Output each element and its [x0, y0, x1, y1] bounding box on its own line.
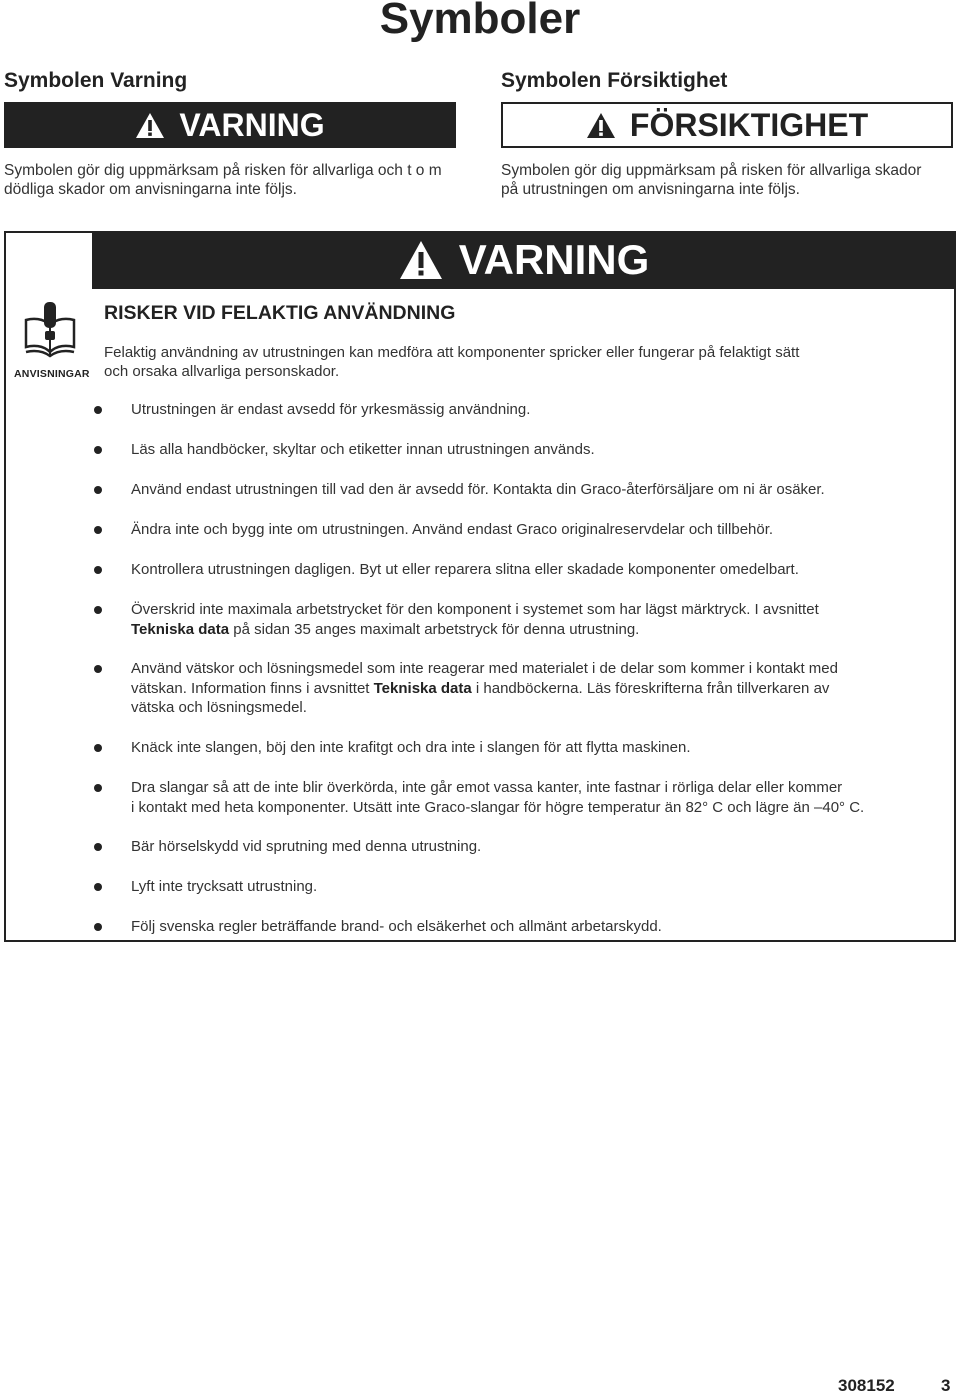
varning-banner [4, 102, 456, 148]
forsiktighet-symbol-text [501, 161, 956, 199]
list-item [94, 440, 944, 460]
warning-triangle-icon [586, 112, 616, 139]
warning-triangle-icon [399, 240, 443, 280]
forsiktighet-banner [501, 102, 953, 148]
forsiktighet-banner-label: FÖRSIKTIGHET [629, 106, 869, 143]
list-item-text: i kontakt med heta komponenter. Utsätt inte Graco-slangar för högre temperatur än 82° C och lägre än –40° C. [131, 798, 865, 816]
bullet-dot [94, 406, 102, 414]
list-item-text: Lyft inte trycksatt utrustning. [131, 878, 318, 895]
risk-title: RISKER VID FELAKTIG ANVÄNDNING [104, 302, 456, 324]
list-item-text [131, 620, 944, 640]
list-item [94, 600, 944, 639]
list-item-text: Ändra inte och bygg inte om utrustningen. Använd endast Graco originalreservdelar och tillbehör. [131, 521, 774, 538]
bullet-dot [94, 784, 102, 792]
bullet-dot [94, 923, 102, 931]
bullet-dot [94, 665, 102, 673]
bullet-dot [94, 744, 102, 752]
page-title: Symboler [379, 0, 581, 43]
bullet-dot [94, 446, 102, 454]
list-item-text: Kontrollera utrustningen dagligen. Byt ut eller reparera slitna eller skadade komponenter omedelbart. [131, 561, 799, 578]
list-item [94, 877, 944, 897]
intro-text [104, 343, 904, 381]
list-item [94, 738, 944, 758]
list-item-text: Dra slangar så att de inte blir överkörda, inte går emot vassa kanter, inte fastnar i rörliga delar eller kommer [131, 779, 843, 796]
warning-box [4, 231, 956, 942]
page-number: 3 [941, 1376, 951, 1395]
list-item [94, 917, 944, 937]
varning-symbol-heading: Symbolen Varning [4, 69, 188, 92]
list-item [94, 659, 944, 718]
read-manual-icon [23, 300, 77, 360]
list-item-text: Knäck inte slangen, böj den inte krafitgt och dra inte i slangen för att flytta maskinen. [131, 739, 691, 756]
manual-icon-label: ANVISNINGAR [14, 368, 90, 380]
list-item-text: vätska och lösningsmedel. [131, 699, 307, 716]
list-item-text: Följ svenska regler beträffande brand- och elsäkerhet och allmänt arbetarskydd. [131, 918, 662, 935]
list-item-text-part: på sidan 35 anges maximalt arbetstryck för denna utrustning. [229, 620, 640, 638]
bullet-dot [94, 883, 102, 891]
list-item [94, 560, 944, 580]
list-item [94, 400, 944, 420]
list-item [94, 837, 944, 857]
forsiktighet-symbol-heading: Symbolen Försiktighet [501, 69, 728, 92]
varning-text-line: dödliga skador om anvisningarna inte följs. [4, 181, 297, 198]
list-item [94, 778, 944, 817]
list-item-text: Använd endast utrustningen till vad den är avsedd för. Kontakta din Graco-återförsäljare om ni är osäker. [131, 481, 825, 498]
warning-triangle-icon [135, 112, 165, 139]
list-item-text: Utrustningen är endast avsedd för yrkesmässig användning. [131, 401, 531, 418]
warning-box-header [92, 231, 956, 289]
list-item-text-part: vätskan. Information finns i avsnittet [131, 679, 374, 697]
list-item-text: Överskrid inte maximala arbetstrycket för den komponent i systemet som har lägst märktryck. I avsnittet [131, 601, 819, 618]
warning-box-header-label: VARNING [458, 236, 650, 283]
varning-text-line: Symbolen gör dig uppmärksam på risken för allvarliga och t o m [4, 162, 442, 179]
bullet-dot [94, 843, 102, 851]
intro-line: och orsaka allvarliga personskador. [104, 363, 340, 380]
list-item-text: Läs alla handböcker, skyltar och etiketter innan utrustningen används. [131, 441, 595, 458]
forsiktighet-text-line: på utrustningen om anvisningarna inte följs. [501, 181, 800, 198]
forsiktighet-text-line: Symbolen gör dig uppmärksam på risken för allvarliga skador [501, 162, 922, 179]
bold-reference: Tekniska data [373, 679, 472, 697]
document-number: 308152 [838, 1376, 895, 1395]
list-item [94, 480, 944, 500]
varning-symbol-text [4, 161, 474, 199]
list-item-text [131, 679, 944, 699]
bullet-dot [94, 606, 102, 614]
list-item-text-part: i handböckerna. Läs föreskrifterna från tillverkaren av [471, 679, 830, 697]
varning-banner-label: VARNING [179, 106, 325, 143]
list-item-text: Bär hörselskydd vid sprutning med denna utrustning. [131, 838, 482, 855]
bullet-dot [94, 526, 102, 534]
intro-line: Felaktig användning av utrustningen kan medföra att komponenter spricker eller fungerar på felaktigt sätt [104, 344, 800, 361]
bullet-dot [94, 486, 102, 494]
bold-reference: Tekniska data [131, 620, 230, 638]
bullet-dot [94, 566, 102, 574]
list-item [94, 520, 944, 540]
list-item-text: Använd vätskor och lösningsmedel som inte reagerar med materialet i de delar som kommer i kontakt med [131, 660, 838, 677]
